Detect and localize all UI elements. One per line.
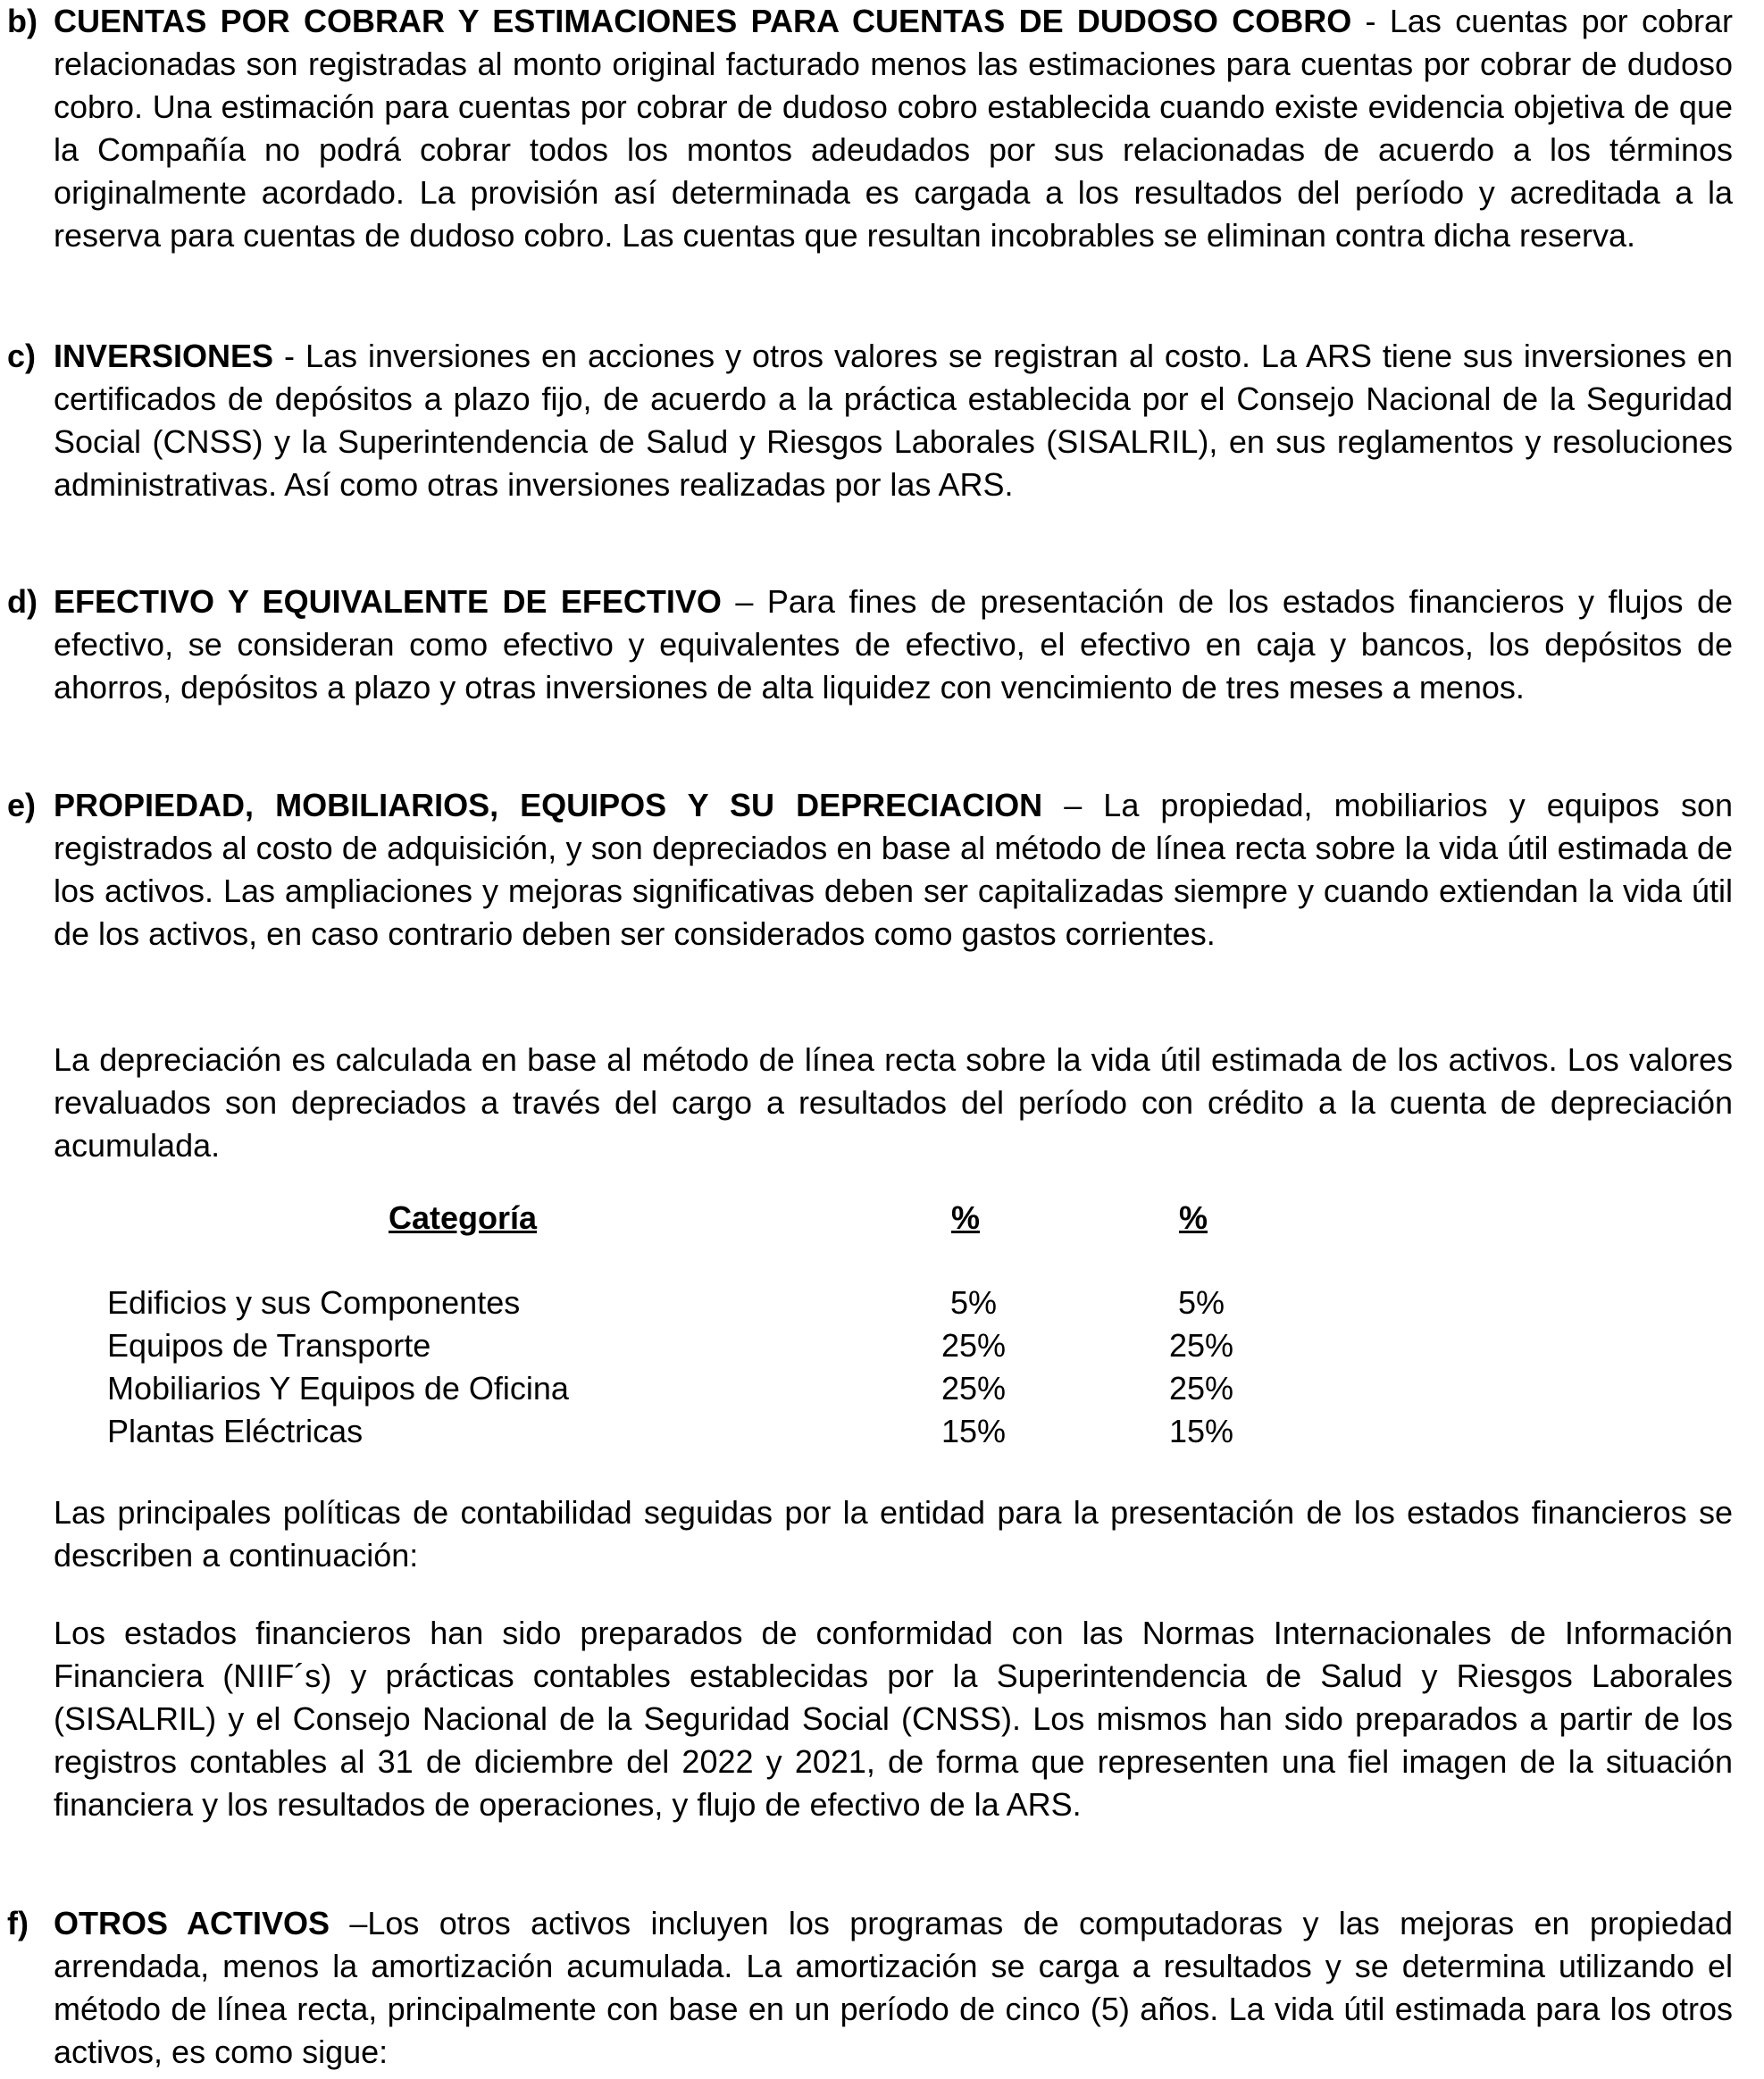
table-header-percent-2: % [1179, 1199, 1208, 1236]
section-e-text: – La propiedad, mobiliarios y equipos son registrados al costo de adquisición, y son depreciados en base al método de línea recta sobre la vida útil estimada de los activos. Las ampliaciones y mejoras significativas deben ser capitalizadas siempre y cuando extiendan la vida útil de los activos, en caso contrario deben ser considerados como gastos corrientes. [54, 787, 1733, 952]
section-c-title: INVERSIONES [54, 338, 274, 374]
section-d-text: – Para fines de presentación de los estados financieros y flujos de efectivo, se consideran como efectivo y equivalentes de efectivo, el efectivo en caja y bancos, los depósitos de ahorros, depósitos a plazo y otras inversiones de alta liquidez con vencimiento de tres meses a menos. [54, 583, 1734, 706]
section-b-body [54, 0, 1733, 257]
row-category: Mobiliarios Y Equipos de Oficina [107, 1370, 569, 1407]
row-percent-1: 25% [941, 1327, 1007, 1364]
section-c-text: - Las inversiones en acciones y otros valores se registran al costo. La ARS tiene sus inversiones en certificados de depósitos a plazo fijo, de acuerdo a la práctica establecida por el Consejo Nacional de la Seguridad Social (CNSS) y la Superintendencia de Salud y Riesgos Laborales (SISALRIL), en sus reglamentos y resoluciones administrativas. Así como otras inversiones realizadas por las ARS. [54, 338, 1733, 503]
section-c-body [54, 335, 1733, 506]
section-e-letter: e) [7, 787, 37, 823]
norms-paragraph: Los estados financieros han sido preparados de conformidad con las Normas Internacionales de Información Financiera (NIIF´s) y prácticas contables establecidas por la Superintendencia de Salud y Riesgos Laborales (SISALRIL) y el Consejo Nacional de la Seguridad Social (CNSS). Los mismos han sido preparados a partir de los registros contables al 31 de diciembre del 2022 y 2021, de forma que representen una fiel imagen de la situación financiera y los resultados de operaciones, y flujo de efectivo de la ARS. [54, 1615, 1733, 1823]
section-d-letter: d) [7, 583, 38, 620]
section-f-letter: f) [7, 1905, 29, 1941]
section-e-title: PROPIEDAD, MOBILIARIOS, EQUIPOS Y SU DEPRECIACION [54, 787, 1043, 823]
section-b-text: - Las cuentas por cobrar relacionadas son registradas al monto original facturado menos las estimaciones para cuentas por cobrar de dudoso cobro. Una estimación para cuentas por cobrar de dudoso cobro establecida cuando existe evidencia objetiva de que la Compañía no podrá cobrar todos los montos adeudados por sus relacionadas de acuerdo a los términos originalmente acordado. La provisión así determinada es cargada a los resultados del período y acreditada a la reserva para cuentas de dudoso cobro. Las cuentas que resultan incobrables se eliminan contra dicha reserva. [54, 3, 1733, 254]
row-percent-2: 25% [1168, 1370, 1234, 1407]
section-f-text: –Los otros activos incluyen los programas de computadoras y las mejoras en propiedad arrendada, menos la amortización acumulada. La amortización se carga a resultados y se determina utilizando el método de línea recta, principalmente con base en un período de cinco (5) años. La vida útil estimada para los otros activos, es como sigue: [54, 1905, 1734, 2070]
section-b-letter: b) [7, 3, 38, 39]
table-row [107, 1324, 1268, 1367]
row-percent-2: 25% [1168, 1327, 1234, 1364]
policies-paragraph: Las principales políticas de contabilidad seguidas por la entidad para la presentación de los estados financieros se describen a continuación: [54, 1494, 1733, 1574]
section-c-letter: c) [7, 338, 37, 374]
section-b-title: CUENTAS POR COBRAR Y ESTIMACIONES PARA CUENTAS DE DUDOSO COBRO [54, 3, 1352, 39]
section-f-title: OTROS ACTIVOS [54, 1905, 330, 1941]
row-category: Plantas Eléctricas [107, 1413, 364, 1449]
section-f-body [54, 1902, 1733, 2074]
row-percent-2: 15% [1168, 1413, 1234, 1449]
table-header-category: Categoría [389, 1199, 538, 1236]
row-percent-1: 25% [941, 1370, 1007, 1407]
row-category: Edificios y sus Componentes [107, 1284, 521, 1321]
row-category: Equipos de Transporte [107, 1327, 431, 1364]
table-row [107, 1282, 1268, 1324]
row-percent-1: 5% [949, 1284, 998, 1321]
table-row [107, 1410, 1268, 1453]
section-e-body [54, 784, 1733, 956]
table-row [107, 1367, 1268, 1410]
row-percent-2: 5% [1177, 1284, 1225, 1321]
table-header-percent-1: % [951, 1199, 981, 1236]
row-percent-1: 15% [941, 1413, 1007, 1449]
section-e-paragraph-2: La depreciación es calculada en base al método de línea recta sobre la vida útil estimada de los activos. Los valores revaluados son depreciados a través del cargo a resultados del período con crédito a la cuenta de depreciación acumulada. [54, 1041, 1733, 1164]
section-d-body [54, 580, 1733, 709]
section-d-title: EFECTIVO Y EQUIVALENTE DE EFECTIVO [54, 583, 722, 620]
